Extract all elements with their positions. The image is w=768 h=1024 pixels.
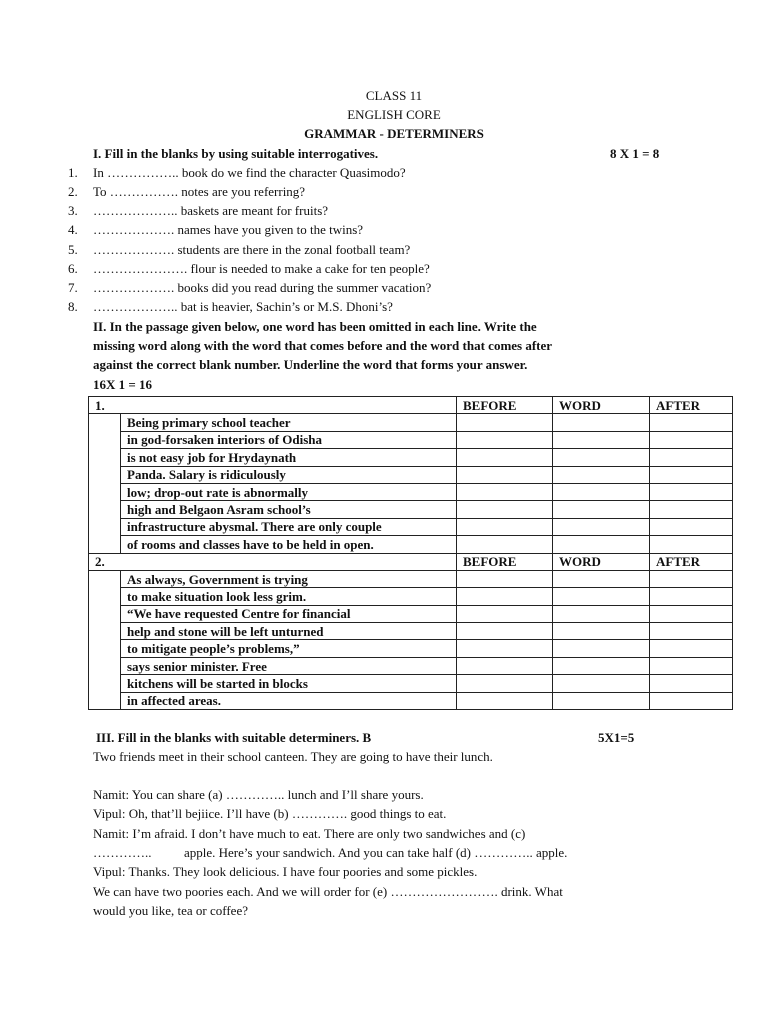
answer-cell-before[interactable] — [457, 605, 553, 622]
section2-instruction-line: II. In the passage given below, one word has been omitted in each line. Write the — [93, 319, 537, 334]
answer-cell-before[interactable] — [457, 483, 553, 500]
column-header-word: WORD — [553, 553, 650, 570]
table-row — [89, 466, 733, 483]
table-row — [89, 483, 733, 500]
passage-line: to make situation look less grim. — [121, 588, 457, 605]
item-text: …………………. flour is needed to make a cake for ten people? — [93, 261, 430, 276]
dialogue-line: Namit: You can share (a) ………….. lunch and I’ll share yours. — [93, 787, 424, 802]
answer-cell-after[interactable] — [650, 501, 733, 518]
blank-cell — [89, 570, 121, 709]
table-row — [89, 449, 733, 466]
dialogue-line: We can have two poories each. And we will order for (e) ……………………. drink. What — [93, 884, 563, 899]
table-header-row — [89, 397, 733, 414]
answer-cell-word[interactable] — [553, 483, 650, 500]
column-header-word: WORD — [553, 397, 650, 414]
dialogue-line: would you like, tea or coffee? — [93, 903, 248, 918]
answer-cell-after[interactable] — [650, 605, 733, 622]
item-text: To ……………. notes are you referring? — [93, 184, 306, 199]
dialogue-line: Vipul: Thanks. They look delicious. I have four poories and some pickles. — [93, 864, 478, 879]
table-row — [89, 536, 733, 553]
answer-cell-word[interactable] — [553, 657, 650, 674]
column-header-after: AFTER — [650, 553, 733, 570]
table-row — [89, 414, 733, 431]
passage-line: infrastructure abysmal. There are only couple — [121, 518, 457, 535]
block-number: 2. — [89, 553, 457, 570]
answer-cell-word[interactable] — [553, 518, 650, 535]
section1-marks: 8 X 1 = 8 — [610, 146, 660, 161]
dialogue-line: Vipul: Oh, that’ll bejiice. I’ll have (b) …………. good things to eat. — [93, 806, 447, 821]
answer-cell-word[interactable] — [553, 449, 650, 466]
topic-heading: GRAMMAR - DETERMINERS — [304, 126, 484, 141]
answer-cell-before[interactable] — [457, 501, 553, 518]
answer-cell-after[interactable] — [650, 623, 733, 640]
answer-cell-word[interactable] — [553, 466, 650, 483]
passage-table — [88, 396, 733, 710]
section2-instruction-line: against the correct blank number. Underline the word that forms your answer. — [93, 357, 528, 372]
column-header-after: AFTER — [650, 397, 733, 414]
passage-line: low; drop-out rate is abnormally — [121, 483, 457, 500]
table-row — [89, 623, 733, 640]
section2-instruction-line: missing word along with the word that comes before and the word that comes after — [93, 338, 553, 353]
answer-cell-word[interactable] — [553, 588, 650, 605]
passage-line: kitchens will be started in blocks — [121, 675, 457, 692]
answer-cell-word[interactable] — [553, 605, 650, 622]
answer-cell-before[interactable] — [457, 623, 553, 640]
table-row — [89, 501, 733, 518]
item-number: 2. — [68, 184, 78, 199]
passage-line: in god-forsaken interiors of Odisha — [121, 431, 457, 448]
answer-cell-after[interactable] — [650, 518, 733, 535]
answer-cell-word[interactable] — [553, 431, 650, 448]
answer-cell-word[interactable] — [553, 501, 650, 518]
dialogue-line: Namit: I’m afraid. I don’t have much to eat. There are only two sandwiches and (c) — [93, 826, 526, 841]
passage-line: Being primary school teacher — [121, 414, 457, 431]
answer-cell-after[interactable] — [650, 414, 733, 431]
item-number: 6. — [68, 261, 78, 276]
table-row — [89, 675, 733, 692]
answer-cell-before[interactable] — [457, 414, 553, 431]
answer-cell-before[interactable] — [457, 588, 553, 605]
item-number: 1. — [68, 165, 78, 180]
answer-cell-word[interactable] — [553, 675, 650, 692]
table-row — [89, 518, 733, 535]
answer-cell-word[interactable] — [553, 692, 650, 709]
table-row — [89, 657, 733, 674]
item-text: In …………….. book do we find the character Quasimodo? — [93, 165, 406, 180]
column-header-before: BEFORE — [457, 553, 553, 570]
column-header-before: BEFORE — [457, 397, 553, 414]
answer-cell-before[interactable] — [457, 431, 553, 448]
answer-cell-after[interactable] — [650, 536, 733, 553]
answer-cell-after[interactable] — [650, 640, 733, 657]
answer-cell-after[interactable] — [650, 431, 733, 448]
answer-cell-before[interactable] — [457, 536, 553, 553]
passage-line: help and stone will be left unturned — [121, 623, 457, 640]
passage-line: Panda. Salary is ridiculously — [121, 466, 457, 483]
answer-cell-after[interactable] — [650, 466, 733, 483]
answer-cell-before[interactable] — [457, 449, 553, 466]
table-row — [89, 570, 733, 587]
section3-marks: 5X1=5 — [598, 730, 635, 745]
answer-cell-after[interactable] — [650, 588, 733, 605]
passage-line: says senior minister. Free — [121, 657, 457, 674]
class-heading: CLASS 11 — [365, 88, 423, 103]
answer-cell-after[interactable] — [650, 657, 733, 674]
table-header-row — [89, 553, 733, 570]
table-row — [89, 692, 733, 709]
answer-cell-word[interactable] — [553, 536, 650, 553]
passage-line: high and Belgaon Asram school’s — [121, 501, 457, 518]
answer-cell-before[interactable] — [457, 570, 553, 587]
table-row — [89, 605, 733, 622]
passage-line: “We have requested Centre for financial — [121, 605, 457, 622]
item-text: ………………. students are there in the zonal football team? — [93, 242, 411, 257]
item-text: ……………….. bat is heavier, Sachin’s or M.S. Dhoni’s? — [93, 299, 393, 314]
table-row — [89, 640, 733, 657]
blank-cell — [89, 414, 121, 553]
answer-cell-word[interactable] — [553, 414, 650, 431]
answer-cell-before[interactable] — [457, 675, 553, 692]
item-number: 4. — [68, 222, 78, 237]
section3-title: III. Fill in the blanks with suitable determiners. B — [96, 730, 372, 745]
answer-cell-before[interactable] — [457, 692, 553, 709]
dialogue-line: ………….. apple. Here’s your sandwich. And you can take half (d) ………….. apple. — [93, 845, 568, 860]
answer-cell-after[interactable] — [650, 483, 733, 500]
passage-line: As always, Government is trying — [121, 570, 457, 587]
item-text: ………………. names have you given to the twins? — [93, 222, 364, 237]
item-number: 3. — [68, 203, 78, 218]
item-number: 8. — [68, 299, 78, 314]
item-text: ……………….. baskets are meant for fruits? — [93, 203, 329, 218]
passage-line: to mitigate people’s problems,” — [121, 640, 457, 657]
answer-cell-word[interactable] — [553, 623, 650, 640]
section3-intro: Two friends meet in their school canteen. They are going to have their lunch. — [93, 749, 493, 764]
answer-cell-before[interactable] — [457, 657, 553, 674]
subject-heading: ENGLISH CORE — [347, 107, 441, 122]
answer-cell-before[interactable] — [457, 640, 553, 657]
answer-cell-after[interactable] — [650, 449, 733, 466]
passage-line: is not easy job for Hrydaynath — [121, 449, 457, 466]
item-number: 5. — [68, 242, 78, 257]
answer-cell-word[interactable] — [553, 570, 650, 587]
passage-line: of rooms and classes have to be held in open. — [121, 536, 457, 553]
answer-cell-after[interactable] — [650, 675, 733, 692]
answer-cell-word[interactable] — [553, 640, 650, 657]
answer-cell-before[interactable] — [457, 518, 553, 535]
section1-title: I. Fill in the blanks by using suitable interrogatives. — [93, 146, 379, 161]
table-row — [89, 588, 733, 605]
section2-marks: 16X 1 = 16 — [93, 377, 153, 392]
block-number: 1. — [89, 397, 457, 414]
answer-cell-after[interactable] — [650, 570, 733, 587]
answer-cell-after[interactable] — [650, 692, 733, 709]
answer-cell-before[interactable] — [457, 466, 553, 483]
item-number: 7. — [68, 280, 78, 295]
passage-line: in affected areas. — [121, 692, 457, 709]
item-text: ………………. books did you read during the summer vacation? — [93, 280, 432, 295]
table-row — [89, 431, 733, 448]
